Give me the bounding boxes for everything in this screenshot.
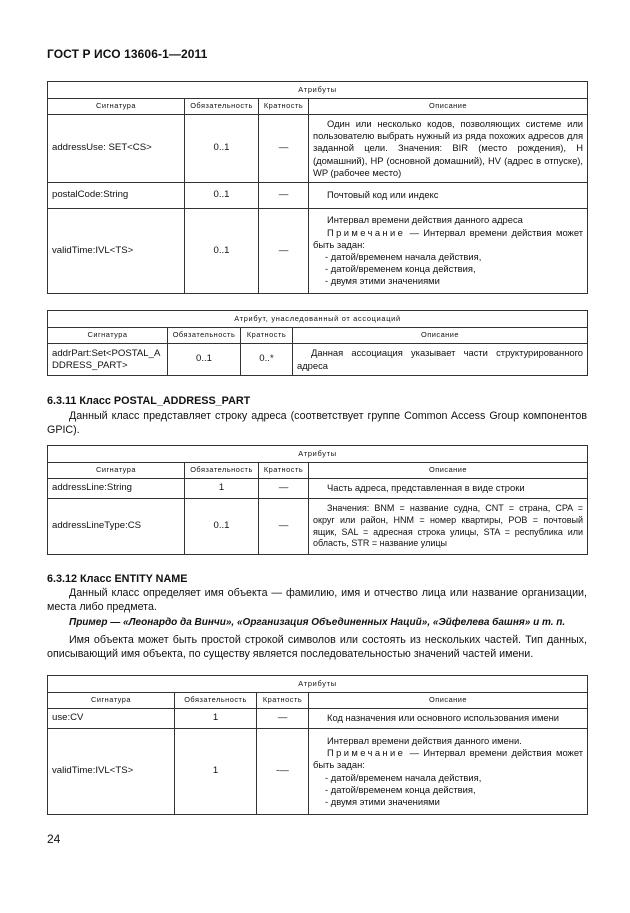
signature-cell: validTime:IVL<TS>	[48, 209, 185, 294]
inherited-attributes-table	[47, 310, 588, 376]
table-caption: Атрибуты	[48, 82, 588, 99]
paragraph: Данный класс определяет имя объекта — фамилию, имя и отчество лица или название организации, места либо предмета.	[47, 587, 587, 613]
obligation-cell: 0..1	[168, 344, 241, 376]
multiplicity-cell: —	[259, 183, 309, 209]
note-text: — Интервал времени действия может быть задан:	[313, 747, 584, 771]
signature-cell: addressUse: SET<CS>	[48, 115, 185, 183]
note-label: Примечание	[327, 226, 406, 238]
description-cell	[293, 344, 588, 376]
col-header-obligation: Обязательность	[185, 463, 259, 479]
col-header-multiplicity: Кратность	[259, 463, 309, 479]
col-header-obligation: Обязательность	[175, 693, 257, 709]
obligation-cell: 0..1	[185, 183, 259, 209]
col-header-signature: Сигнатура	[48, 328, 168, 344]
col-header-description: Описание	[293, 328, 588, 344]
section-heading-6311: 6.3.11 Класс POSTAL_ADDRESS_PART	[47, 395, 251, 407]
table-caption: Атрибуты	[48, 446, 588, 463]
description-text: Почтовый код или индекс	[327, 189, 439, 201]
description-text: Данная ассоциация указывает части структурированного адреса	[297, 347, 584, 371]
multiplicity-cell: —	[259, 479, 309, 499]
list-item: - двумя этими значениями	[325, 795, 440, 807]
table-row	[48, 183, 588, 209]
table-row	[48, 499, 588, 555]
signature-cell: postalCode:String	[48, 183, 185, 209]
description-text: Интервал времени действия данного имени.	[327, 734, 522, 746]
description-cell	[309, 115, 588, 183]
table-row	[48, 344, 588, 376]
page-number: 24	[47, 832, 61, 846]
table-row	[48, 115, 588, 183]
section-text-6312-2	[47, 633, 587, 661]
table-caption: Атрибуты	[48, 676, 588, 693]
obligation-cell: 0..1	[185, 209, 259, 294]
section-text-6312	[47, 586, 587, 614]
table-row	[48, 209, 588, 294]
attributes-table-4	[47, 675, 588, 815]
note-text: — Интервал времени действия может быть задан:	[313, 226, 584, 250]
list-item: - датой/временем конца действия,	[325, 783, 476, 795]
table-row	[48, 729, 588, 815]
description-cell	[309, 479, 588, 499]
note	[313, 227, 583, 251]
col-header-obligation: Обязательность	[168, 328, 241, 344]
multiplicity-cell: -—	[257, 729, 309, 815]
description-cell	[309, 499, 588, 555]
description-cell	[309, 709, 588, 729]
document-header: ГОСТ Р ИСО 13606-1—2011	[47, 47, 208, 61]
col-header-description: Описание	[309, 463, 588, 479]
col-header-description: Описание	[309, 693, 588, 709]
description-cell	[309, 183, 588, 209]
example-text: Пример — «Леонардо да Винчи», «Организация Объединенных Наций», «Эйфелева башня» и т. п.	[69, 617, 566, 628]
attributes-table-3	[47, 445, 588, 555]
multiplicity-cell: 0..*	[241, 344, 293, 376]
col-header-multiplicity: Кратность	[241, 328, 293, 344]
list-item: - датой/временем начала действия,	[325, 771, 482, 783]
signature-cell: addressLineType:CS	[48, 499, 185, 555]
note	[313, 747, 583, 771]
col-header-signature: Сигнатура	[48, 693, 175, 709]
multiplicity-cell: —	[257, 709, 309, 729]
multiplicity-cell: —	[259, 499, 309, 555]
list-item: - датой/временем начала действия,	[325, 251, 482, 262]
signature-cell: use:CV	[48, 709, 175, 729]
table-row	[48, 709, 588, 729]
obligation-cell: 0..1	[185, 115, 259, 183]
obligation-cell: 0..1	[185, 499, 259, 555]
paragraph: Данный класс представляет строку адреса (соответствует группе Common Access Group компонентов GPIC).	[47, 410, 587, 436]
multiplicity-cell: —	[259, 115, 309, 183]
list-item: - двумя этими значениями	[325, 275, 440, 287]
col-header-obligation: Обязательность	[185, 99, 259, 115]
list-item: - датой/временем конца действия,	[325, 263, 476, 275]
example	[47, 616, 587, 630]
obligation-cell: 1	[175, 729, 257, 815]
multiplicity-cell: —	[259, 209, 309, 294]
signature-cell: addressLine:String	[48, 479, 185, 499]
attributes-table-1	[47, 81, 588, 294]
description-text: Код назначения или основного использования имени	[327, 712, 560, 724]
description-text: Значения: BNM = название судна, CNT = страна, CPA = округ или район, HNM = номер квартиры, POB = почтовый ящик, SAL = адресная строка улицы, STA = республика или область, STR = название улицы	[313, 502, 584, 549]
note-label: Примечание	[327, 747, 406, 759]
obligation-cell: 1	[175, 709, 257, 729]
col-header-multiplicity: Кратность	[259, 99, 309, 115]
table-caption: Атрибут, унаследованный от ассоциаций	[48, 311, 588, 328]
description-text: Часть адреса, представленная в виде строки	[327, 482, 525, 494]
description-cell	[309, 729, 588, 815]
section-heading-6312: 6.3.12 Класс ENTITY NAME	[47, 573, 188, 585]
signature-cell: validTime:IVL<TS>	[48, 729, 175, 815]
col-header-description: Описание	[309, 99, 588, 115]
description-cell	[309, 209, 588, 294]
description-text: Интервал времени действия данного адреса	[327, 214, 523, 226]
table-row	[48, 479, 588, 499]
section-text-6311	[47, 409, 587, 437]
col-header-signature: Сигнатура	[48, 99, 185, 115]
col-header-signature: Сигнатура	[48, 463, 185, 479]
col-header-multiplicity: Кратность	[257, 693, 309, 709]
signature-cell: addrPart:Set<POSTAL_ADDRESS_PART>	[48, 344, 168, 376]
obligation-cell: 1	[185, 479, 259, 499]
description-text: Один или несколько кодов, позволяющих системе или пользователю выбрать нужный из ряда похожих адресов для заданной цели. Значения: BIR (место рождения), H (домашний), HP (основной домашний), HV (адрес в отпуске), WP (рабочее место)	[313, 117, 584, 178]
paragraph: Имя объекта может быть простой строкой символов или состоять из нескольких частей. Тип данных, описывающий имя объекта, по существу является последовательностью значений частей имени.	[47, 634, 587, 660]
